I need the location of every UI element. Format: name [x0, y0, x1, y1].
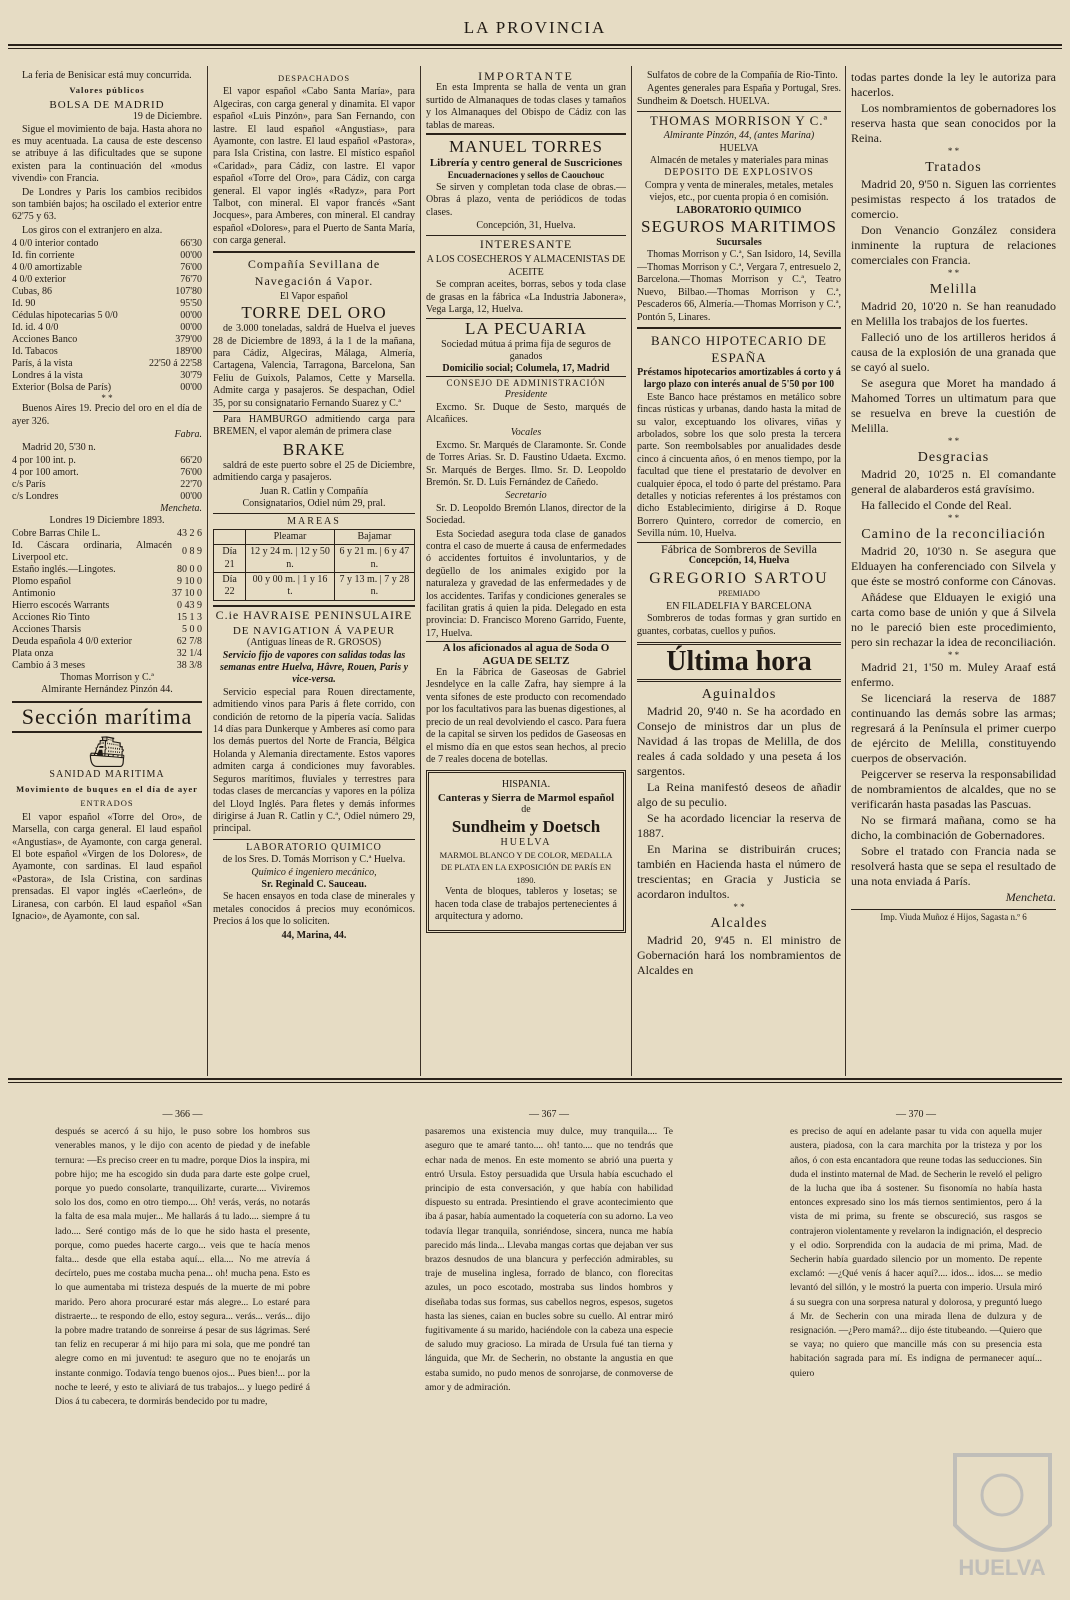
page-number: — 366 —	[162, 1109, 203, 1120]
news-text: Madrid 20, 9'50 n. Siguen las corrientes pesimistas respecto á los tratados de comercio.	[851, 177, 1056, 221]
news-text: Don Venancio González considera inminente la ruptura de relaciones comerciales con Francia.	[851, 223, 1056, 267]
quote-row: París, á la vista 22'50 á 22'58	[12, 358, 202, 370]
news-text: Madrid 20, 10'30 n. Se asegura que Elduayen ha conferenciado con Silvela y que éste se mostró conforme con Cánovas.	[851, 544, 1056, 588]
licenciar-text: Se ha acordado licenciar la reserva de 1887.	[637, 811, 841, 841]
morrison-address: Almirante Hernández Pinzón 44.	[41, 684, 173, 696]
lab-text: Se hacen ensayos en toda clase de minerales y metales conocidos á precios muy económicos. Precios á los que lo soliciten.	[213, 891, 415, 928]
tides-table	[213, 529, 415, 601]
sartou-text: Sombreros de todas formas y gran surtido en guantes, corbatas, cuellos y puños.	[637, 613, 841, 637]
bolsa-heading: BOLSA DE MADRID	[49, 98, 165, 111]
quote-row: Antimonio 37 10 0	[12, 587, 202, 599]
news-text: Madrid 20, 10'25 n. El comandante general de alabarderos está gravísimo.	[851, 467, 1056, 496]
lab-address: 44, Marina, 44.	[281, 929, 347, 941]
torre-text: de 3.000 toneladas, saldrá de Huelva el jueves 28 de Diciembre de 1893, á la 1 de la mañana, para Cádiz, Algeciras, Málaga, Almería, Cartagena, Valencia, Tarragona, Barcelona, San Feliu de Guixols, Palamos, Cette y Marsella. Admite carga y pasajeros. Se despachan, Odiel 35, por su consignatario Fernando Suarez y C.ª	[213, 323, 415, 409]
despachados-heading: DESPACHADOS	[277, 73, 351, 83]
reina-text: La Reina manifestó deseos de añadir algo de su peculio.	[637, 780, 841, 810]
sartou-heading: GREGORIO SARTOU	[649, 570, 829, 588]
quotes-table	[12, 238, 202, 394]
quote-row: c/s Londres 00'00	[12, 490, 202, 502]
torres-address: Concepción, 31, Huelva.	[476, 220, 576, 232]
news-text: Falleció uno de los artilleros heridos á causa de la explosión de una granada que se cayó al suelo.	[851, 330, 1056, 374]
morrison-heading: THOMAS MORRISON Y C.ª	[637, 111, 841, 129]
sulfatos-agents: Agentes generales para España y Portugal, Sres. Sundheim & Doetsch. HUELVA.	[637, 83, 841, 107]
banco-subheading: Préstamos hipotecarios amortizables á corto y á largo plazo con interés anual de 5'50 por 100	[637, 366, 841, 391]
interesante-subheading: A LOS COSECHEROS Y ALMACENISTAS DE ACEITE	[426, 254, 626, 278]
brake-heading: BRAKE	[282, 439, 346, 459]
quote-row: 4 0/0 amortizable 76'00	[12, 262, 202, 274]
importante-text: En esta Imprenta se halla de venta un gran surtido de Almanaques de todas clases y tamaños y los Almanaques del Obispo de Cádiz con las tablas de mareas.	[426, 82, 626, 131]
canteras-heading: Canteras y Sierra de Marmol español	[437, 791, 615, 804]
quote-row: 4 por 100 int. p. 66'20	[12, 454, 202, 466]
interesante-text: Se compran aceites, borras, sebos y toda clase de grasas en la fábrica «La Industria Jabonera», Vega Larga, 12, Huelva.	[426, 279, 626, 316]
quote-row: Acciones Rio Tinto 15 1 3	[12, 611, 202, 623]
news-text: No se firmará mañana, como se ha dicho, la combinación de Gobernadores.	[851, 813, 1056, 842]
news-text: Se asegura que Moret ha mandado á Mahomed Torres un ultimatum para que se resuelva en breve la cuestión de Melilla.	[851, 376, 1056, 435]
tide-row: Día 21 12 y 24 m. | 12 y 50 n. 6 y 21 m. | 6 y 47 n.	[214, 545, 415, 573]
column-divider	[420, 66, 421, 1076]
column-5	[851, 70, 1056, 1075]
folletin-text: después se acercó á su hijo, le puso sobre los hombros sus venerables manos, y le dijo con acento de piedad y de inefable ternura: —Es preciso creer en tu madre, porque Dios la inspira, mi pobre hijo; me ha escogido sin duda para darte este golpe cruel, porque yo puedo consolarte, tranquilizarte, curarte.... Viviremos solo los dos, como en otro tiempo.... Oh! verás, verás, no notarás la falta de esa mala mujer... Me hallarás á tu lado.... siempre á tu lado.... Seré contigo más de lo que he sido hasta el presente, porque, como puedes hacerte cargo... veis que te hacía menos falta... desde que ella estaba aquí... ella.... No me atrevía á decírtelo, pues me costaba mucha pena... oh! mucha pena. Esto es lo que aumentaba mi tristeza después de la muerte de mi pobre marido. Pero ahora procuraré estar más alegre... Lo estaré para distraerte... te respondo de ello, estoy segura... verás... verás... dijo la pobre madre tratando de sonreirse á pesar de sus lágrimas. Seré tan feliz en recuperar á mi hijo para mi sola, que me pondré tan alegre como en mi juventud: te aseguro que no te enojarás un instante conmigo. Todavía tengo buenos ojos... Pues bien!... por la noche te leeré, y esto te aliviará de tus trabajos... y luego pediré á Dios á tu cabecera, te dormirás bendecido por tu madre,	[55, 1127, 310, 1408]
page-number: — 367 —	[529, 1109, 569, 1120]
quote-row: Acciones Tharsis 5 0 0	[12, 623, 202, 635]
quote-row: Cobre Barras Chile L. 43 2 6	[12, 527, 202, 539]
bottom-rule	[8, 1078, 1062, 1080]
presidente-label: Presidente	[504, 389, 548, 401]
news-text: Peigcerver se reserva la responsabilidad de nombramientos de alcaldes, que no se verificarán hasta pasadas las Pascuas.	[851, 767, 1056, 811]
news-text: Se licenciará la reserva de 1887 continuando las demás sobre las armas; regresará á la Península el primer cuerpo de ejército de Melilla, constituyendo cuerpos de observación.	[851, 691, 1056, 765]
aguinaldos-heading: Aguinaldos	[701, 687, 777, 703]
tide-row: Día 22 00 y 00 m. | 1 y 16 t. 7 y 13 m. | 7 y 28 n.	[214, 573, 415, 601]
quote-row: Hierro escocés Warrants 0 43 9	[12, 599, 202, 611]
quote-row: Deuda española 4 0/0 exterior 62 7/8	[12, 635, 202, 647]
filadelfia-label: EN FILADELFIA Y BARCELONA	[666, 600, 812, 612]
folletin-page-367	[425, 1108, 673, 1588]
buenos-aires-text: Buenos Aires 19. Precio del oro en el día de ayer 326.	[12, 403, 202, 427]
secretario-name: Sr. D. Leopoldo Bremón Llanos, director de la Sociedad.	[426, 502, 626, 527]
masthead: LA PROVINCIA	[463, 18, 607, 37]
morrison-line: Compra y venta de minerales, metales, metales viejos, etc., por cuenta propia ó en comisión.	[644, 179, 834, 204]
havraise-service: Servicio fijo de vapores con salidas todas las semanas entre Huelva, Hâvre, Rouen, Paris y vice-versa.	[219, 649, 409, 686]
quote-row: Plata onza 32 1/4	[12, 647, 202, 659]
feria-text: La feria de Benisicar está muy concurrida.	[22, 70, 192, 81]
quote-row: 4 por 100 amort. 76'00	[12, 466, 202, 478]
news-text: Añádese que Elduayen le exigió una carta como base de unión y que á Silvela no le pareció bien este procedimiento, pero sin rechazar la idea de reconciliación.	[851, 590, 1056, 649]
entrados-text: El vapor español «Torre del Oro», de Marsella, con carga general. El laud español «Angustias», de Ayamonte, con carga general. El bote español «Virgen de los Dolores», de Ayamonte, con sardinas. El laud español «Pastora», de Isla Cristina, con sardinas prensadas. El vapor inglés «Caerleón», de Liranesa, con carbón. El laud español «San Ignacio», de Ayamonte, con sal.	[12, 811, 202, 922]
seguros-heading: SEGUROS MARITIMOS	[641, 217, 837, 237]
ultima-hora-heading: Última hora	[637, 642, 841, 682]
asterism: * *	[101, 393, 113, 404]
column-1	[12, 70, 202, 1075]
melilla-heading: Melilla	[929, 282, 978, 297]
entrados-heading: ENTRADOS	[80, 798, 134, 809]
sucursales-text: Thomas Morrison y C.ª, San Isidoro, 14, Sevilla—Thomas Morrison y C.ª, Vergara 7, entresuelo 2, Barcelona.—Thomas Morrison y C.ª, Teatro Nuevo, Bilbao.—Thomas Morrison y C.ª, Pescaderos 66, Almería.—Thomas Morrison y C.ª, Pontón 5, Linares.	[637, 249, 841, 323]
news-text: Madrid 20, 10'20 n. Se han reanudado en Melilla los trabajos de los fuertes.	[851, 299, 1056, 328]
seccion-maritima-heading: Sección marítima	[12, 701, 202, 733]
quote-row: Cambio á 3 meses 38 3/8	[12, 659, 202, 671]
pecuaria-subheading: Sociedad mútua á prima fija de seguros de ganados	[441, 338, 611, 362]
premiado-label: PREMIADO	[718, 589, 760, 599]
asterism: * *	[947, 146, 960, 156]
torres-text: Se sirven y completan toda clase de obras.—Obras á plazo, venta de periódicos de todas clases.	[426, 181, 626, 218]
sucursales-heading: Sucursales	[716, 237, 762, 249]
havraise-text: Servicio especial para Rouen directamente, admitiendo vinos para Paris á flete corrido, con condición de retorno de la pipería vacía. Salidas 14 días para Dunkerque y Amberes así como para los demás puertos del Norte de Francia, Bélgica Holanda y Alemania directamente. Estos vapores admiten carga á condiciones muy favorables. Seguros marítimos, fluviales y terrestres para todas clases de mercancías y vapores en la póliza del Lloyd Inglés. Para fletes y demás informes dirigirse á Juan R. Catlin y C.ª, Odiel número 29, principal.	[213, 686, 415, 835]
alcaldes-text: Madrid 20, 9'45 n. El ministro de Gobernación hará los nombramientos de Alcaldes en	[637, 933, 841, 978]
soda-heading: A los aficionados al agua de Soda O AGUA DE SELTZ	[426, 641, 626, 667]
quote-row: Id. id. 4 0/0 00'00	[12, 322, 202, 334]
interesante-heading: INTERESANTE	[426, 235, 626, 253]
asterism: * *	[733, 902, 745, 913]
presidente-name: Excmo. Sr. Duque de Sesto, marqués de Alcañices.	[426, 401, 626, 425]
camino-heading: Camino de la reconciliación	[861, 527, 1046, 542]
quote-row: Cédulas hipotecarias 5 0/0 00'00	[12, 310, 202, 322]
hispania-heading: HISPANIA.	[501, 779, 551, 791]
asterism: * *	[947, 650, 960, 660]
banco-text: Este Banco hace préstamos en metálico sobre fincas rústicas y urbanas, dando hasta la mitad de su valor, exceptuando los olivares, viñas y arbolados, sobre los que solo presta la tercera parte. Son reembolsables por anualidades desde cinco á cincuenta años, ó en menos tiempo, por la facultad que tiene el prestatario de devolver en cualquier época, el todo ó parte del préstamo. Para detalles y noticias referentes á los préstamos con dicho Establecimiento, dirigirse á D. Roque Borrero Quintero, corredor de comercio, en Sevilla núm. 10, Huelva.	[637, 391, 841, 540]
folletin-text: pasaremos una existencia muy dulce, muy tranquila.... Te aseguro que te amaré tanto.... oh! tanto.... que no tendrás que echar nada de menos. En este momento se abrió una puerta y entró Ursula. Estoy persuadida que Ursula había escuchado el principio de esta conversación, y que había con habilidad dispuesto su entrada. Presintiendo el grave acontecimiento que iba á pasar, había aumentado la coquetería con su adorno. La veo todavía llegar tranquila, sonriéndose, sincera, nunca me había parecido más linda... Llevaba mangas cortas que dejaban ver sus brazos desnudos de una blancura y perfección admirables, su traje de muselina inglesa, forrado de blanco, con florecitas azules, un poco escotado, mostraba sus lindos hombros y diseñaba todas sus formas, sus cabellos negros, espesos, sugetos hasta las sienes, caian en bucles sobre su cuello. Al entrar miró fugitivamente á su marido, haciéndole con la cabeza una especie de saludo muy gracioso. La mirada de Ursula fué tan tierna y lánguida, que Mr. de Secherin, no obstante la angustia en que estaba sumido, no pudo menos de sonrojarse, de conmoverse de amor y de admiración.	[425, 1127, 673, 1393]
secretario-label: Secretario	[505, 490, 547, 502]
lab-chemist-name: Sr. Reginald C. Sauceau.	[261, 878, 367, 890]
mencheta-signature: Mencheta.	[160, 502, 202, 514]
tide-header: Pleamar Bajamar	[214, 529, 415, 544]
catlin-name: Juan R. Catlin y Compañía	[259, 485, 369, 497]
soda-text: En la Fábrica de Gaseosas de Gabriel Jesndelyce en la calle Zafra, hay siempre á la venta sifones de este producto con recomendado por los facultativos para las buenas digestiones, al precio de un real devolviendo el casco. Para fuera de la capital se sirven los pedidos de Gaseosas en el mismo día en que estos sean hechos, al precio de 7 reales docena de botellas.	[426, 667, 626, 765]
quote-row: Id. Cáscara ordinaria, Almacén Liverpool etc. 0 8 9	[12, 539, 202, 563]
desgracias-heading: Desgracias	[917, 450, 990, 465]
morrison-signature: Thomas Morrison y C.ª	[60, 671, 154, 683]
fabrica-address: Concepción, 14, Huelva	[688, 555, 790, 566]
valores-heading: Valores públicos	[69, 85, 145, 96]
top-rule	[8, 44, 1062, 46]
quote-row: Plomo español 9 10 0	[12, 575, 202, 587]
column-divider	[631, 66, 632, 1076]
canteras-de: de	[521, 804, 531, 816]
marmol-heading: MARMOL BLANCO Y DE COLOR, MEDALLA DE PLATA EN LA EXPOSICIÓN DE PARÍS EN 1890.	[439, 849, 613, 885]
bolsa-text: Sigue el movimiento de baja. Hasta ahora no es muy acentuada. La causa de este descenso se atribuye á las dificultades que se supone existen para la continuación del «modus vivendi» con Francia.	[12, 123, 202, 185]
londres-heading: Londres 19 Diciembre 1893.	[49, 515, 165, 527]
bottom-rule-thin	[8, 1082, 1062, 1083]
metals-table	[12, 528, 202, 672]
marina-text: En Marina se distribuirán cruces; también en Hacienda hasta el número de trescientas; en Gracia y Justicia se acordaron indultos.	[637, 842, 841, 902]
column-2	[213, 70, 415, 1075]
quote-row: c/s París 22'70	[12, 478, 202, 490]
bolsa-date: 19 de Diciembre.	[132, 111, 202, 123]
sanidad-heading: SANIDAD MARITIMA	[49, 768, 165, 780]
lab-subheading: de los Sres. D. Tomás Morrison y C.ª Huelva.	[222, 854, 406, 866]
brake-text: saldrá de este puerto sobre el 25 de Diciembre, admitiendo carga y pasajeros.	[213, 459, 415, 484]
quote-row: Londres á la vista 30'79	[12, 370, 202, 382]
quote-row: 4 0/0 interior contado 66'30	[12, 238, 202, 250]
torres-heading: MANUEL TORRES	[426, 133, 626, 157]
morrison-line: Almacén de metales y materiales para minas	[649, 155, 829, 167]
column-4	[637, 70, 841, 1075]
news-text: Sobre el tratado con Francia nada se resolverá hasta que se sepa el resultado de una nota enviada á París.	[851, 844, 1056, 888]
archive-seal-watermark	[945, 1435, 1060, 1585]
compania-heading: Compañía Sevillana de Navegación á Vapor.	[213, 251, 415, 290]
sulfatos-text: Sulfatos de cobre de la Compañía de Rio-Tinto.	[647, 70, 838, 81]
column-divider	[845, 66, 846, 1076]
morrison-city: HUELVA	[719, 142, 759, 154]
pecuaria-heading: LA PECUARIA	[426, 318, 626, 339]
quote-row: Estaño inglés.—Lingotes. 80 0 0	[12, 563, 202, 575]
ship-icon: ⛴	[87, 735, 127, 769]
asterism: * *	[947, 436, 960, 446]
mareas-heading: MAREAS	[213, 513, 415, 528]
top-rule-thin	[8, 48, 1062, 49]
lab-heading: LABORATORIO QUIMICO	[213, 839, 415, 854]
news-text: Ha fallecido el Conde del Real.	[861, 498, 1012, 512]
pecuaria-address: Domicilio social; Columela, 17, Madrid	[442, 363, 610, 375]
torres-subheading: Librería y centro general de Suscriciones	[429, 157, 623, 170]
vapor-label: El Vapor español	[279, 290, 349, 302]
quotes-table-2	[12, 455, 202, 503]
quote-row: Id. Tabacos 189'00	[12, 346, 202, 358]
folletin-text: es preciso de aquí en adelante pasar tu vida con aquella mujer austera, piadosa, con la cara marchita por la tristeza y por los años, ó con esta encantadora que reune todas las seducciones. Sin duda el instinto maternal de Mad. de Secherin le reveló el peligro de la lucha que iba á sostener. Su fisonomía no había hasta entonces expresado sino los más tiernos sentimientos, pero á la vista de mi prima, su frente se obscureció, sus rasgos se contrajeron violentamente y revelaron la indignación, el desprecio y el odio. Sorprendida con la audacia de mi prima, Mad. de Secherin había guardado silencio por un momento. De repente exclamó: —¿Qué venís á hacer aquí?.... idos... idos.... se medio levantó del sillón, y le mostró la puerta con imperio. Ursula miró á su suegra con una sorpresa natural y dolorosa, y preguntó luego á Mr. de Secherin con una mirada llena de dulzura y de resignación. —¿Pero mamá?... dijo éste titubeando. —Quiero que se vaya; no quiero que mancille más con su presencia esta habitación sagrada para mí. Es indigna de permanecer aquí... quiero	[790, 1127, 1042, 1379]
lab-chemist: Químico é ingeniero mecánico,	[251, 866, 377, 878]
despachados-text: El vapor español «Cabo Santa María», para Algeciras, con carga general y dinamita. El vapor español «Luis Pinzón», para San Fernando, con lastre. El laud español «Angustias», para Ayamonte, con lastre. El laud español «Pastora», para Isla Cristina, con lastre. El místico español «Caridad», para Cádiz, con lastre. El vapor español «Torre del Oro», para Cádiz, con carga general. El vapor inglés «Radyz», para Port Talbot, con mineral. El vapor francés «Sant Jocques», para Amberes, con mineral. El candray español «Dolores», para el Puerto de Santa María, con carga general.	[213, 86, 415, 247]
asterism: * *	[947, 513, 960, 523]
folletin-page-366	[55, 1108, 310, 1588]
mencheta-signature: Mencheta.	[1005, 890, 1056, 904]
quote-row: 4 0/0 exterior 76'70	[12, 274, 202, 286]
consejo-heading: CONSEJO DE ADMINISTRACIÓN	[426, 376, 626, 389]
hispania-city: HUELVA	[500, 836, 552, 848]
news-text: Madrid 21, 1'50 m. Muley Araaf está enfermo.	[851, 660, 1056, 689]
asterism: * *	[947, 268, 960, 278]
column-divider	[207, 66, 208, 1076]
marmol-text: Venta de bloques, tableros y losetas; se hacen toda clase de trabajos pertenecientes á arquitectura y adorno.	[435, 886, 617, 922]
bolsa-text: Los giros con el extranjero en alza.	[22, 224, 163, 236]
page-number: — 370 —	[896, 1109, 936, 1120]
havraise-subheading: (Antiguas líneas de R. GROSOS)	[246, 637, 382, 649]
morrison-line: DEPOSITO DE EXPLOSIVOS	[664, 167, 814, 179]
seal-text: HUELVA	[958, 1555, 1046, 1580]
quote-row: Id. fin corriente 00'00	[12, 250, 202, 262]
quote-row: Exterior (Bolsa de París) 00'00	[12, 382, 202, 394]
fabrica-heading: Fábrica de Sombreros de Sevilla	[637, 542, 841, 555]
banco-heading: BANCO HIPOTECARIO DE ESPAÑA	[637, 327, 841, 366]
havraise-heading: C.ie HAVRAISE PENINSULAIRE	[213, 605, 415, 624]
catlin-address: Consignatarios, Odiel núm 29, pral.	[242, 497, 386, 509]
vocales-names: Excmo. Sr. Marqués de Claramonte. Sr. Conde de Torres Arias. Sr. D. Faustino Udaeta. Excmo. Sr. Marqués de Berges. Ilmo. Sr. D. Leopoldo Bremón. Sr. D. Luis Fernández de Cañedo.	[426, 439, 626, 488]
madrid-quote-head: Madrid 20, 5'30 n.	[22, 441, 96, 453]
imprenta-credit: Imp. Viuda Muñoz é Hijos, Sagasta n.º 6	[851, 909, 1056, 925]
torre-del-oro-heading: TORRE DEL ORO	[241, 303, 387, 323]
quote-row: Acciones Banco 379'00	[12, 334, 202, 346]
tratados-heading: Tratados	[925, 160, 982, 175]
news-text: Los nombramientos de gobernadores los reserva hasta que sean conocidos por la Reina.	[851, 101, 1056, 145]
quote-row: Cubas, 86 107'80	[12, 286, 202, 298]
pecuaria-text: Esta Sociedad asegura toda clase de ganados contra el caso de muerte á causa de enfermedades ó accidentes fortuitos é involuntarios, y de degüello de los animales exigido por la naturaleza y gravedad de las enfermedades y de los accidentes. Tarifas y condiciones generales se facilitan gratis á quien la pida. Delegado en esta provincia: D. Francisco Moreno Garrido, Fuente, 17, Huelva.	[426, 528, 626, 639]
torres-subheading: Encuadernaciones y sellos de Caouchouc	[447, 170, 605, 181]
hamburgo-text: Para HAMBURGO admitiendo carga para BREMEN, el vapor alemán de primera clase	[213, 411, 415, 439]
aguinaldos-text: Madrid 20, 9'40 n. Se ha acordado en Consejo de ministros dar un plus de Navidad á las tropas de Melilla, de dos reales á cada soldado y una peseta á los sargentos.	[637, 704, 841, 779]
alcaldes-heading: Alcaldes	[710, 916, 768, 932]
hispania-ad	[426, 770, 626, 933]
bolsa-text: De Londres y Paris los cambios recibidos son también bajos; ha oscilado el exterior entre 62'75 y 63.	[12, 186, 202, 223]
morrison-address: Almirante Pinzón, 44, (antes Marina)	[663, 130, 815, 142]
movimiento-heading: Movimiento de buques en el día de ayer	[16, 783, 198, 794]
column-3	[426, 70, 626, 1075]
importante-heading: IMPORTANTE	[478, 70, 574, 83]
vocales-label: Vocales	[510, 427, 542, 439]
sundheim-heading: Sundheim y Doetsch	[451, 816, 601, 836]
fabra-signature: Fabra.	[174, 429, 202, 441]
news-text: todas partes donde la ley le autoriza para hacerlos.	[851, 70, 1056, 99]
morrison-line: LABORATORIO QUIMICO	[676, 204, 802, 216]
havraise-subheading: DE NAVIGATION Á VAPEUR	[232, 624, 396, 637]
quote-row: Id. 90 95'50	[12, 298, 202, 310]
